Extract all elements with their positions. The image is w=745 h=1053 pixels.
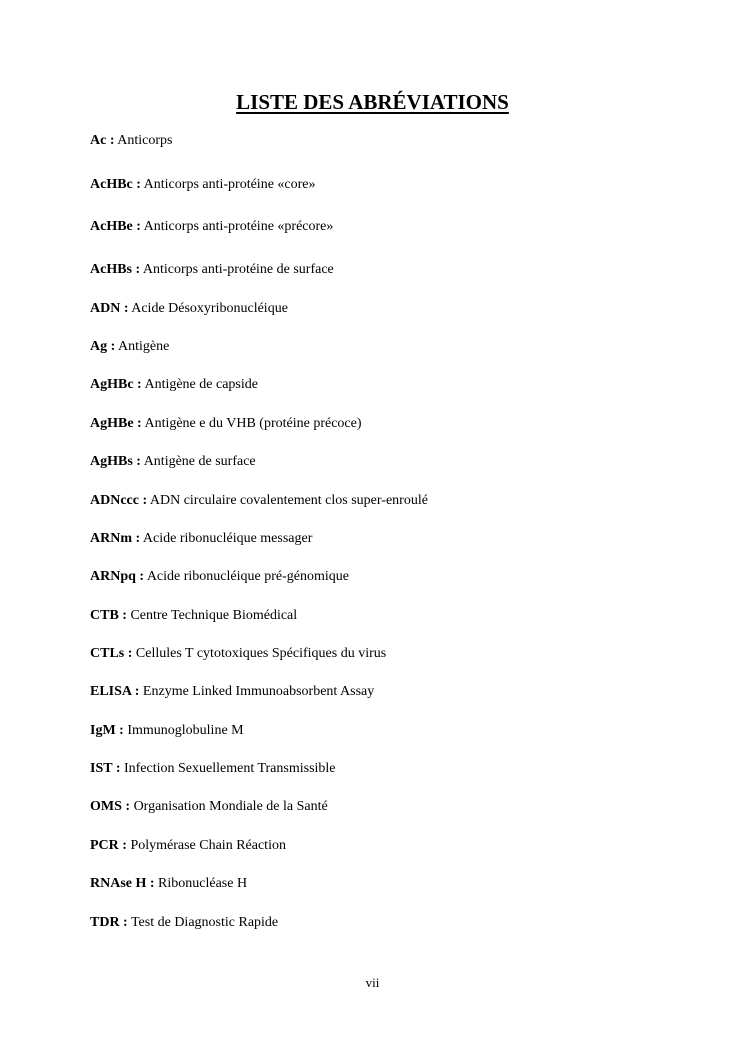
abbreviation-term: IgM :	[90, 723, 124, 738]
abbreviation-term: IST :	[90, 761, 121, 776]
abbreviation-definition: ADN circulaire covalentement clos super-enroulé	[149, 493, 428, 508]
abbreviation-entry	[90, 531, 312, 547]
abbreviation-definition: Antigène e du VHB (protéine précoce)	[144, 416, 362, 431]
abbreviation-term: AcHBe :	[90, 219, 141, 234]
abbreviation-term: CTB :	[90, 608, 127, 623]
abbreviation-definition: Anticorps anti-protéine de surface	[142, 262, 334, 277]
abbreviation-definition: Infection Sexuellement Transmissible	[123, 761, 336, 776]
abbreviation-entry	[90, 684, 374, 700]
abbreviation-entry	[90, 646, 386, 662]
abbreviation-term: TDR :	[90, 915, 128, 930]
abbreviation-definition: Test de Diagnostic Rapide	[130, 915, 279, 930]
abbreviation-entry	[90, 915, 278, 931]
abbreviation-term: ELISA :	[90, 684, 140, 699]
abbreviation-definition: Acide ribonucléique pré-génomique	[146, 569, 349, 584]
abbreviation-definition: Acide ribonucléique messager	[142, 531, 313, 546]
abbreviation-definition: Centre Technique Biomédical	[130, 608, 298, 623]
abbreviation-term: RNAse H :	[90, 876, 155, 891]
abbreviation-entry	[90, 838, 286, 854]
abbreviation-term: ADNccc :	[90, 493, 148, 508]
abbreviation-term: AgHBe :	[90, 416, 142, 431]
abbreviation-definition: Antigène	[118, 339, 170, 354]
abbreviation-definition: Antigène de capside	[144, 377, 258, 392]
abbreviation-entry	[90, 301, 288, 317]
abbreviation-term: ADN :	[90, 301, 129, 316]
abbreviation-definition: Acide Désoxyribonucléique	[131, 301, 288, 316]
abbreviation-entry	[90, 416, 362, 432]
abbreviation-entry	[90, 876, 247, 892]
abbreviation-term: PCR :	[90, 838, 127, 853]
abbreviation-entry	[90, 761, 336, 777]
abbreviation-definition: Antigène de surface	[143, 454, 256, 469]
abbreviation-definition: Organisation Mondiale de la Santé	[133, 799, 328, 814]
abbreviation-definition: Cellules T cytotoxiques Spécifiques du virus	[135, 646, 387, 661]
abbreviation-term: OMS :	[90, 799, 131, 814]
abbreviation-entry	[90, 799, 328, 815]
abbreviation-entry	[90, 339, 169, 355]
abbreviation-entry	[90, 454, 256, 470]
abbreviation-term: Ac :	[90, 133, 115, 148]
abbreviation-term: ARNpq :	[90, 569, 145, 584]
abbreviation-entry	[90, 493, 428, 509]
abbreviation-entry	[90, 723, 244, 739]
abbreviation-term: AgHBc :	[90, 377, 142, 392]
abbreviation-term: AcHBc :	[90, 177, 141, 192]
abbreviation-entry	[90, 377, 258, 393]
abbreviation-term: AgHBs :	[90, 454, 141, 469]
abbreviation-term: Ag :	[90, 339, 116, 354]
abbreviation-definition: Polymérase Chain Réaction	[130, 838, 286, 853]
abbreviation-definition: Anticorps anti-protéine «précore»	[143, 219, 334, 234]
abbreviation-definition: Anticorps anti-protéine «core»	[143, 177, 316, 192]
abbreviation-term: AcHBs :	[90, 262, 141, 277]
abbreviation-entry	[90, 608, 297, 624]
abbreviation-entry	[90, 133, 172, 149]
abbreviation-definition: Immunoglobuline M	[127, 723, 244, 738]
abbreviation-definition: Ribonucléase H	[158, 876, 248, 891]
abbreviation-entry	[90, 219, 333, 235]
abbreviation-definition: Enzyme Linked Immunoabsorbent Assay	[142, 684, 375, 699]
abbreviation-entry	[90, 262, 334, 278]
page-title: LISTE DES ABRÉVIATIONS	[236, 90, 509, 114]
abbreviation-term: ARNm :	[90, 531, 141, 546]
abbreviation-definition: Anticorps	[117, 133, 173, 148]
abbreviation-entry	[90, 569, 349, 585]
abbreviation-entry	[90, 177, 316, 193]
page-number: vii	[365, 975, 380, 990]
abbreviation-term: CTLs :	[90, 646, 133, 661]
